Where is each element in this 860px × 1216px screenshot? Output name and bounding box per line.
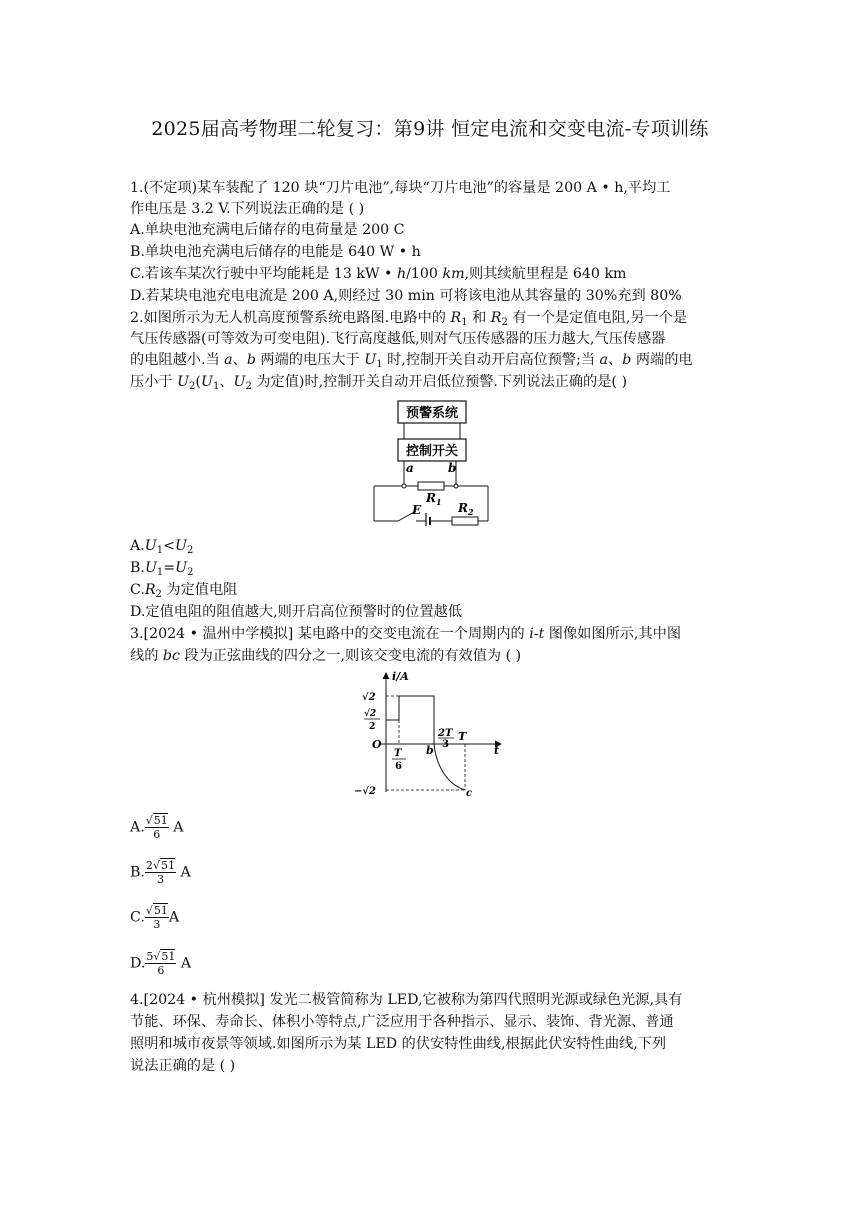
origin-label: O: [372, 738, 382, 751]
q1-option-b: B.单块电池充满电后储存的电能是 640 W • h: [130, 244, 421, 260]
waveform-half-segment: [386, 696, 434, 744]
battery-e-label: E: [412, 503, 422, 517]
q3-option-d: D. $\frac{5√51}{6}$ A: [130, 950, 192, 977]
page-title: 2025届高考物理二轮复习：第9讲 恒定电流和交变电流-专项训练: [151, 118, 709, 140]
q1-option-d: D.若某块电池充电电流是 200 A,则经过 30 min 可将该电池从其容量的 30%充到 80%: [130, 288, 682, 304]
q3-option-c: C. $\frac{√51}{3}$ A: [130, 904, 180, 931]
q1-stem-line2: 作电压是 3.2 V.下列说法正确的是 ( ): [130, 201, 365, 217]
q2-stem-line2: 气压传感器(可等效为可变电阻).飞行高度越低,则对气压传感器的压力越大,气压传感器: [130, 331, 666, 347]
y-tick-half-den: 2: [369, 722, 376, 732]
q4-stem-line1: 4.[2024 • 杭州模拟] 发光二极管简称为 LED,它被称为第四代照明光源或绿色光源,具有: [130, 992, 683, 1008]
t-tick-2T3-den: 3: [442, 739, 449, 750]
q2-stem-line4: 压小于 $U_2(U_1$、$U_2$ 为定值)时,控制开关自动开启低位预警.下列说法正确的是( ): [130, 374, 628, 392]
t-tick-T6-den: 6: [395, 761, 402, 772]
q3-option-b: B. $\frac{2√51}{3}$ A: [130, 859, 191, 886]
q3-option-a: A. $\frac{√51}{6}$ A: [130, 814, 184, 841]
q1-option-a: A.单块电池充满电后储存的电荷量是 200 C: [130, 222, 405, 238]
waveform-bc-curve: [434, 744, 465, 790]
x-axis-label: t: [494, 744, 500, 757]
t-tick-T6-num: T: [394, 748, 402, 759]
t-tick-T: T: [458, 730, 467, 743]
circuit-diagram: [370, 398, 494, 526]
resistor-r1: [418, 482, 444, 490]
q2-option-a: $A.U_1<U_2$: [130, 538, 194, 556]
q3-stem-line2: 线的 bc 段为正弦曲线的四分之一,则该交变电流的有效值为 ( ): [130, 648, 522, 664]
y-tick-sqrt2: √2: [362, 692, 376, 703]
warning-system-label: 预警系统: [405, 406, 459, 421]
q4-stem-line2: 节能、环保、寿命长、体积小等特点,广泛应用于各种指示、显示、装饰、背光源、普通: [130, 1014, 674, 1030]
q4-stem-line3: 照明和城市夜景等领域.如图所示为某 LED 的伏安特性曲线,根据此伏安特性曲线,下列: [130, 1036, 667, 1052]
q1-option-c: C.若该车某次行驶中平均能耗是 13 kW • h/100 km,则其续航里程是 640 km: [130, 266, 627, 282]
q4-stem-line4: 说法正确的是 ( ): [130, 1058, 236, 1074]
q3-stem-line1: 3.[2024 • 温州中学模拟] 某电路中的交变电流在一个周期内的 i-t 图像如图所示,其中图: [130, 626, 682, 642]
resistor-r2: [452, 517, 478, 525]
r2-label: $R_2$: [458, 501, 474, 517]
r1-label: $R_1$: [426, 491, 442, 507]
q2-stem-line3: 的电阻越小.当 a、b 两端的电压大于 $U_1$ 时,控制开关自动开启高位预警;当 a、b 两端的电: [130, 352, 693, 370]
y-tick-neg-sqrt2: −√2: [354, 786, 376, 797]
point-c-label: c: [466, 788, 473, 798]
q2-option-d: D.定值电阻的阻值越大,则开启高位预警时的位置越低: [130, 604, 463, 620]
q1-stem-line1: 1.(不定项)某车装配了 120 块“刀片电池”,每块“刀片电池”的容量是 200 A • h,平均工: [130, 180, 671, 196]
terminal-a-label: a: [406, 461, 414, 475]
y-axis-label: i/A: [392, 670, 409, 683]
control-switch-label: 控制开关: [405, 444, 459, 459]
q2-option-c: $C.R_2$ 为定值电阻: [130, 582, 238, 600]
current-time-graph: [350, 668, 510, 798]
q2-stem-line1: 2.如图所示为无人机高度预警系统电路图.电路中的 $R_1$ 和 $R_2$ 有一个是定值电阻,另一个是: [130, 310, 688, 328]
y-tick-half-num: √2: [364, 709, 377, 719]
q2-option-b: $B.U_1=U_2$: [130, 560, 194, 578]
t-tick-2T3-num: 2T: [438, 728, 453, 739]
point-b-label: b: [426, 744, 434, 757]
terminal-b-label: b: [448, 461, 457, 475]
